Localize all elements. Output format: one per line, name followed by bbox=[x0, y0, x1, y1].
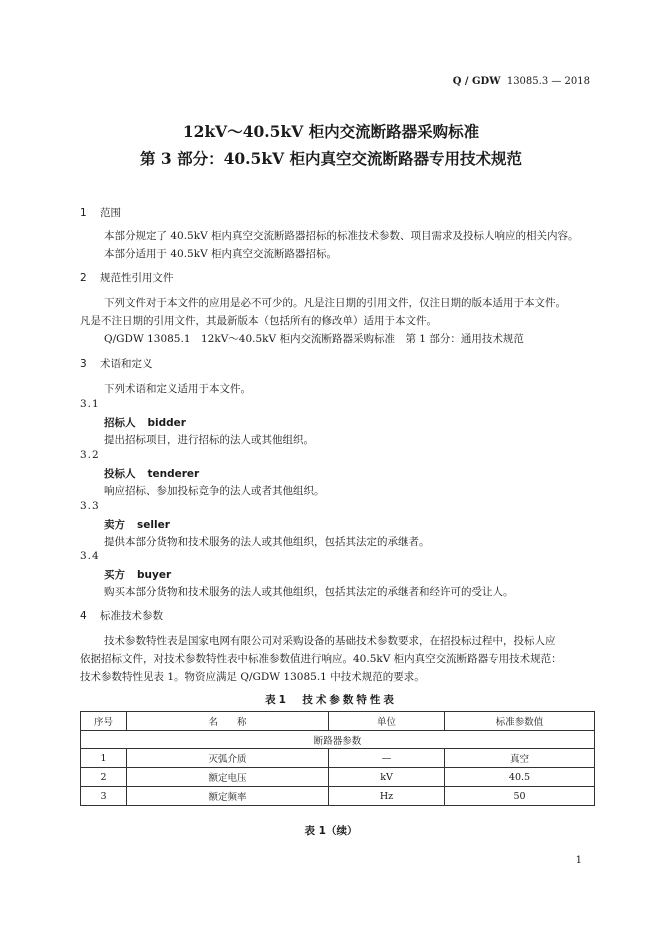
section-3-intro: 下列术语和定义适用于本文件。 bbox=[104, 383, 251, 395]
table-group-row bbox=[81, 731, 595, 749]
term-number: 3.4 bbox=[80, 550, 100, 562]
section-2-paragraph-line-2: 凡是不注日期的引用文件，其最新版本（包括所有的修改单）适用于本文件。 bbox=[80, 315, 437, 327]
table-row bbox=[81, 749, 595, 768]
group-label: 断路器参数 bbox=[81, 731, 595, 749]
term-definition: 购买本部分货物和技术服务的法人或其他组织，包括其法定的承继者和经许可的受让人。 bbox=[104, 586, 514, 598]
section-3-heading: 3 术语和定义 bbox=[80, 358, 153, 370]
table-header-row bbox=[81, 712, 595, 731]
section-2-reference: Q/GDW 13085.1 12kV～40.5kV 柜内交流断路器采购标准 第 1 部分：通用技术规范 bbox=[104, 333, 524, 345]
section-4-heading: 4 标准技术参数 bbox=[80, 610, 163, 622]
column-header-name: 名 称 bbox=[127, 712, 329, 731]
table-continued-caption: 表 1（续） bbox=[304, 825, 358, 837]
technical-parameters-table bbox=[80, 711, 595, 806]
cell-index: 2 bbox=[81, 768, 127, 787]
term-definition: 提供本部分货物和技术服务的法人或其他组织，包括其法定的承继者。 bbox=[104, 536, 430, 548]
cell-index: 3 bbox=[81, 787, 127, 806]
table-row bbox=[81, 787, 595, 806]
term-number: 3.1 bbox=[80, 398, 100, 410]
document-title-line2: 第 3 部分：40.5kV 柜内真空交流断路器专用技术规范 bbox=[140, 149, 522, 168]
standard-number-value: 13085.3 — 2018 bbox=[506, 76, 590, 87]
table-row bbox=[81, 768, 595, 787]
cell-name: 灭弧介质 bbox=[127, 749, 329, 768]
term-definition: 响应招标、参加投标竞争的法人或者其他组织。 bbox=[104, 485, 325, 497]
term-number: 3.3 bbox=[80, 500, 100, 512]
column-header-index: 序号 bbox=[81, 712, 127, 731]
term-heading: 投标人 tenderer bbox=[104, 468, 200, 480]
section-2-heading: 2 规范性引用文件 bbox=[80, 272, 174, 284]
document-title-line1: 12kV～40.5kV 柜内交流断路器采购标准 bbox=[182, 122, 480, 141]
section-4-paragraph-line-1: 技术参数特性表是国家电网有限公司对采购设备的基础技术参数要求，在招投标过程中，投标人应 bbox=[104, 635, 556, 647]
section-4-paragraph-line-2: 依据招标文件，对技术参数特性表中标准参数值进行响应。40.5kV 柜内真空交流断路器专用技术规范： bbox=[80, 653, 562, 665]
column-header-unit: 单位 bbox=[329, 712, 445, 731]
term-definition: 提出招标项目，进行招标的法人或其他组织。 bbox=[104, 434, 314, 446]
standard-number: Q / GDW 13085.3 — 2018 bbox=[452, 76, 590, 87]
page-number: 1 bbox=[575, 855, 582, 866]
column-header-value: 标准参数值 bbox=[445, 712, 595, 731]
cell-value: 50 bbox=[445, 787, 595, 806]
section-4-paragraph-line-3: 技术参数特性见表 1。物资应满足 Q/GDW 13085.1 中技术规范的要求。 bbox=[80, 671, 425, 683]
table-caption: 表1 技术参数特性表 bbox=[265, 694, 397, 706]
section-1-paragraph-2: 本部分适用于 40.5kV 柜内真空交流断路器招标。 bbox=[104, 248, 337, 260]
term-number: 3.2 bbox=[80, 449, 100, 461]
cell-index: 1 bbox=[81, 749, 127, 768]
cell-value: 40.5 bbox=[445, 768, 595, 787]
section-1-heading: 1 范围 bbox=[80, 207, 121, 219]
cell-unit: — bbox=[329, 749, 445, 768]
cell-name: 额定频率 bbox=[127, 787, 329, 806]
section-1-paragraph-1: 本部分规定了 40.5kV 柜内真空交流断路器招标的标准技术参数、项目需求及投标人响应的相关内容。 bbox=[104, 230, 579, 242]
term-heading: 卖方 seller bbox=[104, 519, 170, 531]
term-heading: 招标人 bidder bbox=[104, 417, 186, 429]
cell-value: 真空 bbox=[445, 749, 595, 768]
term-heading: 买方 buyer bbox=[104, 569, 172, 581]
cell-unit: kV bbox=[329, 768, 445, 787]
cell-unit: Hz bbox=[329, 787, 445, 806]
cell-name: 额定电压 bbox=[127, 768, 329, 787]
section-2-paragraph-line-1: 下列文件对于本文件的应用是必不可少的。凡是注日期的引用文件，仅注日期的版本适用于本文件。 bbox=[104, 297, 566, 309]
